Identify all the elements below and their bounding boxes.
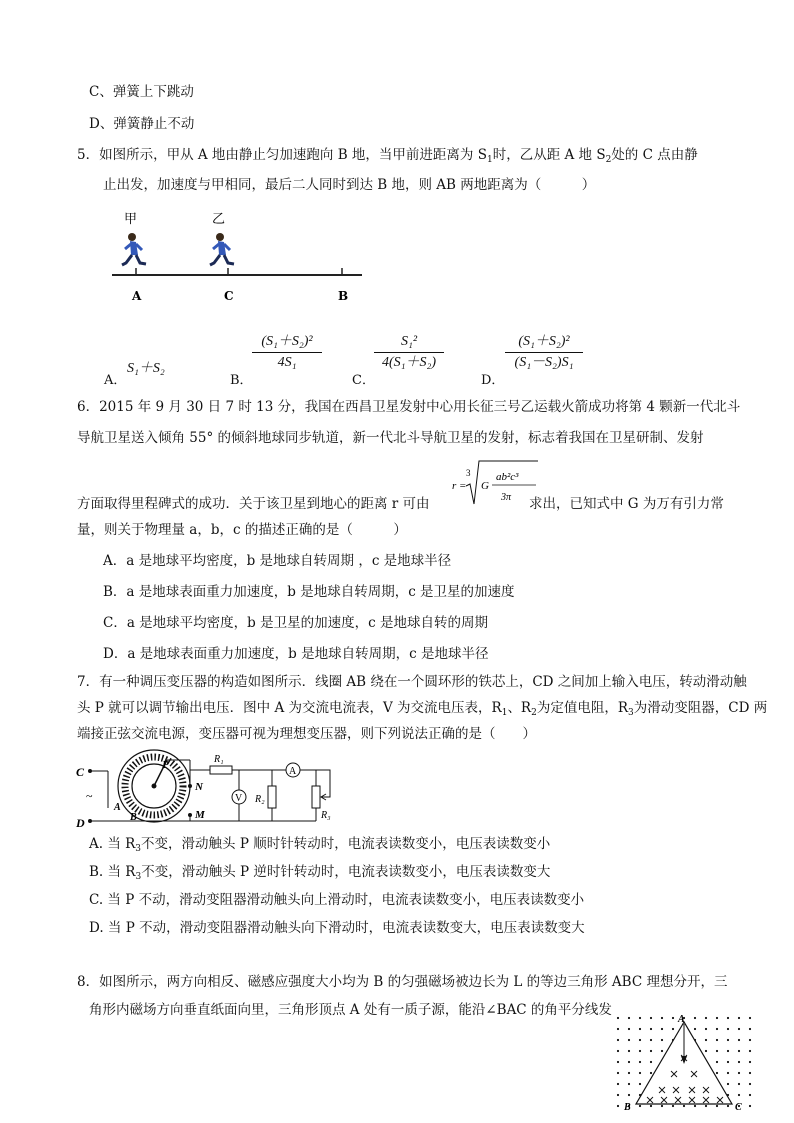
field-dot	[617, 1028, 619, 1030]
field-dot	[661, 1050, 663, 1052]
field-dot	[705, 1050, 707, 1052]
ammeter-label: A	[289, 766, 297, 777]
q7-stem-line1: 7．有一种调压变压器的构造如图所示．线圈 AB 绕在一个圆环形的铁芯上，CD 之间加上输入电压，转动滑动触	[77, 674, 747, 690]
field-dot	[705, 1017, 707, 1019]
vertex-a: A	[678, 1014, 685, 1025]
field-dot	[617, 1083, 619, 1085]
q8-stem-line2: 角形内磁场方向垂直纸面向里，三角形顶点 A 处有一质子源，能沿∠BAC 的角平分线发	[89, 1002, 612, 1018]
field-dot	[727, 1028, 729, 1030]
q6-stem-line1: 6．2015 年 9 月 30 日 7 时 13 分，我国在西昌卫星发射中心用长征三号乙运载火箭成功将第 4 颗新一代北斗	[77, 399, 741, 415]
ac-source-symbol: ~	[86, 789, 93, 803]
field-dot	[672, 1105, 674, 1107]
label-r2: R₂	[255, 794, 265, 805]
field-dot	[727, 1072, 729, 1074]
field-dot	[727, 1050, 729, 1052]
field-dot	[738, 1050, 740, 1052]
field-dot	[661, 1017, 663, 1019]
q7-option-a: A. 当 $R_3$不变，滑动触头 P 顺时针转动时，电流表读数变小，电压表读数变小	[89, 836, 551, 854]
field-dot	[639, 1083, 641, 1085]
field-dot	[716, 1039, 718, 1041]
field-dot	[716, 1061, 718, 1063]
q6-option-d: D．a 是地球表面重力加速度，b 是地球自转周期，c 是地球半径	[103, 646, 489, 662]
field-dot	[716, 1105, 718, 1107]
q5-option-d-fraction: (S₁＋S₂)² (S₁－S₂)S₁	[505, 333, 583, 372]
field-dot	[617, 1017, 619, 1019]
field-dot	[617, 1105, 619, 1107]
point-a: A	[132, 289, 142, 303]
formula-g: G	[481, 480, 489, 492]
field-dot	[617, 1050, 619, 1052]
field-dot	[672, 1017, 674, 1019]
q6-formula	[452, 456, 540, 512]
q6-option-b: B．a 是地球表面重力加速度，b 是地球自转周期，c 是卫星的加速度	[103, 584, 515, 600]
field-dot	[639, 1061, 641, 1063]
vertex-c: C	[735, 1102, 742, 1113]
formula-numerator: ab²c³	[496, 471, 519, 483]
field-dot	[738, 1028, 740, 1030]
q6-stem-line2: 导航卫星送入倾角 55° 的倾斜地球同步轨道，新一代北斗导航卫星的发射，标志着我国在卫星研制、发射	[77, 430, 704, 446]
rheostat-r3	[312, 786, 320, 808]
field-dot	[672, 1028, 674, 1030]
field-dot	[639, 1050, 641, 1052]
label-a: A	[114, 802, 121, 813]
voltmeter-label: V	[235, 793, 243, 804]
field-dot	[628, 1061, 630, 1063]
q6-stem-line3b: 求出，已知式中 G 为万有引力常	[529, 496, 724, 512]
q6-stem-line3a: 方面取得里程碑式的成功．关于该卫星到地心的距离 r 可由	[77, 496, 430, 512]
q7-option-c: C. 当 P 不动，滑动变阻器滑动触头向上滑动时，电流表读数变小，电压表读数变小	[89, 892, 585, 908]
field-dot	[683, 1105, 685, 1107]
q6-option-a: A．a 是地球平均密度，b 是地球自转周期 ，c 是地球半径	[103, 553, 452, 569]
field-dot	[727, 1083, 729, 1085]
field-dot	[617, 1072, 619, 1074]
formula-lhs: r =	[452, 480, 467, 492]
field-dot	[661, 1039, 663, 1041]
field-dot	[716, 1028, 718, 1030]
runner-yi-icon	[210, 233, 234, 265]
field-dot	[628, 1072, 630, 1074]
terminal-c: C	[76, 765, 85, 779]
field-dot	[727, 1039, 729, 1041]
field-dot	[661, 1105, 663, 1107]
runner-jia-icon	[122, 233, 146, 265]
field-dot	[694, 1028, 696, 1030]
q5-option-c-label: C．	[352, 373, 375, 388]
point-b: B	[338, 289, 349, 303]
q7-stem-line3: 端接正弦交流电源，变压器可视为理想变压器，则下列说法正确的是（ ）	[77, 726, 536, 742]
field-dot	[694, 1017, 696, 1019]
q5-option-a-expr: S₁＋S₂	[127, 361, 165, 376]
label-r1: R₁	[214, 754, 224, 765]
field-dot	[639, 1105, 641, 1107]
field-dot	[738, 1017, 740, 1019]
field-dot	[617, 1061, 619, 1063]
q7-stem-line2: 头 P 就可以调节输出电压．图中 A 为交流电流表，V 为交流电压表，$R_1$、$R_2$为定值电阻，$R_3$为滑动变阻器，CD 两	[77, 700, 768, 718]
vertex-b: B	[624, 1102, 631, 1113]
field-dot	[650, 1072, 652, 1074]
field-dot	[639, 1017, 641, 1019]
field-dot	[628, 1050, 630, 1052]
field-dot	[749, 1039, 751, 1041]
field-dot	[650, 1028, 652, 1030]
field-dot	[650, 1061, 652, 1063]
field-dot	[727, 1017, 729, 1019]
q7-option-d: D. 当 P 不动，滑动变阻器滑动触头向下滑动时，电流表读数变大，电压表读数变大	[89, 920, 585, 936]
label-r3: R₃	[321, 810, 331, 821]
field-dot	[628, 1083, 630, 1085]
field-dot	[716, 1072, 718, 1074]
q5-stem-line1: 5．如图所示，甲从 A 地由静止匀加速跑向 B 地，当甲前进距离为 $S_1$时，乙从距 A 地 $S_2$处的 C 点由静	[77, 147, 698, 165]
field-dot	[749, 1061, 751, 1063]
field-dot	[738, 1072, 740, 1074]
field-dot	[650, 1039, 652, 1041]
q5-option-b-fraction: (S₁＋S₂)² 4S₁	[252, 333, 322, 372]
field-dot	[749, 1083, 751, 1085]
resistor-r2	[268, 786, 276, 808]
field-dot	[650, 1017, 652, 1019]
field-dot	[738, 1083, 740, 1085]
field-dot	[738, 1061, 740, 1063]
q5-running-figure	[100, 205, 370, 305]
field-dot	[749, 1105, 751, 1107]
q5-option-c-fraction: S₁² 4(S₁＋S₂)	[374, 333, 444, 372]
q4-option-c: C、弹簧上下跳动	[89, 84, 194, 100]
point-c: C	[224, 289, 234, 303]
terminal-d: D	[76, 816, 85, 830]
field-dot	[650, 1105, 652, 1107]
field-dot	[749, 1072, 751, 1074]
field-dot	[749, 1050, 751, 1052]
resistor-r1	[210, 766, 232, 774]
q8-stem-line1: 8．如图所示，两方向相反、磁感应强度大小均为 B 的匀强磁场被边长为 L 的等边三角形 ABC 理想分开，三	[77, 974, 728, 990]
field-dot	[639, 1028, 641, 1030]
field-dot	[749, 1017, 751, 1019]
field-dot	[727, 1061, 729, 1063]
formula-denominator: 3π	[501, 492, 512, 503]
field-dot	[738, 1094, 740, 1096]
field-dot	[716, 1050, 718, 1052]
label-m: M	[195, 809, 205, 821]
root-index: 3	[466, 468, 471, 478]
field-dot	[639, 1072, 641, 1074]
field-dot	[705, 1028, 707, 1030]
field-dot	[617, 1094, 619, 1096]
field-dot	[628, 1028, 630, 1030]
q6-stem-line4: 量，则关于物理量 a，b，c 的描述正确的是（ ）	[77, 522, 407, 538]
q5-option-b-label: B．	[230, 373, 253, 388]
field-dot	[705, 1039, 707, 1041]
field-dot	[727, 1105, 729, 1107]
field-dot	[628, 1094, 630, 1096]
q5-option-d-label: D．	[481, 373, 505, 388]
field-dot	[705, 1105, 707, 1107]
label-yi: 乙	[212, 212, 226, 227]
field-dot	[738, 1039, 740, 1041]
field-dot	[628, 1039, 630, 1041]
label-p: P	[162, 759, 169, 771]
label-n: N	[195, 781, 203, 793]
q8-triangle-field-figure	[612, 1012, 758, 1118]
label-b: B	[130, 812, 137, 823]
q6-option-c: C．a 是地球平均密度，b 是卫星的加速度，c 是地球自转的周期	[103, 615, 488, 631]
q5-stem-line2: 止出发，加速度与甲相同，最后二人同时到达 B 地，则 AB 两地距离为（ ）	[103, 177, 596, 193]
q7-transformer-circuit	[74, 748, 374, 832]
q7-option-b: B. 当 $R_3$不变，滑动触头 P 逆时针转动时，电流表读数变小，电压表读数变大	[89, 864, 551, 882]
field-dot	[716, 1017, 718, 1019]
q4-option-d: D、弹簧静止不动	[89, 116, 195, 132]
field-dot	[661, 1028, 663, 1030]
field-dot	[628, 1017, 630, 1019]
field-dot	[650, 1050, 652, 1052]
field-dot	[694, 1105, 696, 1107]
q5-option-a-label: A．	[104, 373, 127, 388]
label-jia: 甲	[124, 212, 138, 227]
field-dot	[749, 1094, 751, 1096]
field-dot	[639, 1039, 641, 1041]
field-dot	[749, 1028, 751, 1030]
field-dot	[617, 1039, 619, 1041]
